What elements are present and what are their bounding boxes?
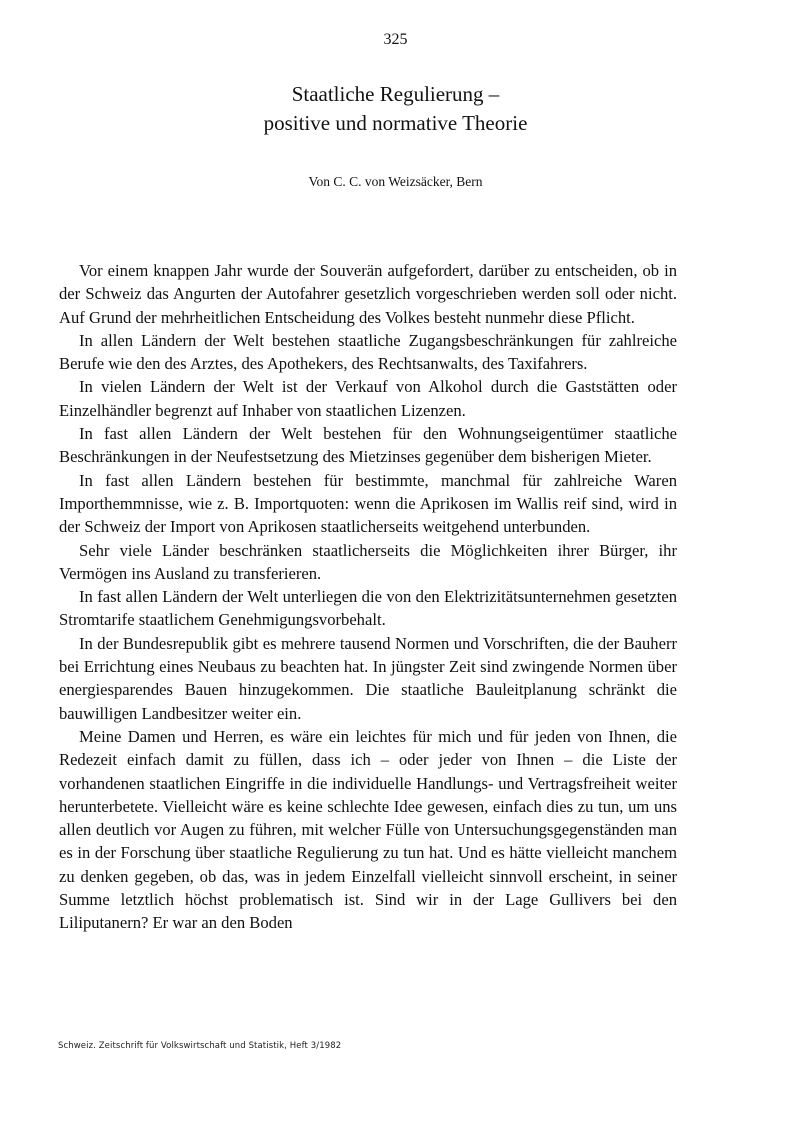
article-title (0, 80, 791, 138)
article-body (59, 259, 677, 935)
paragraph: In fast allen Ländern der Welt unterliegen die von den Elektrizitätsunternehmen gesetzten Stromtarife staatlichem Genehmigungsvorbehalt. (59, 587, 677, 630)
paragraph: Meine Damen und Herren, es wäre ein leichtes für mich und für jeden von Ihnen, die Redezeit einfach damit zu füllen, dass ich – oder jeder von Ihnen – die Liste der vorhandenen staatlichen Eingriffe in die individuelle Handlungs- und Vertragsfreiheit weiter herunterbetete. Vielleicht wäre es keine schlechte Idee gewesen, einfach dies zu tun, um uns allen deutlich vor Augen zu führen, mit welcher Fülle von Untersuchungsgegenständen man es in der Forschung über staatliche Regulierung zu tun hat. Und es hätte vielleicht manchem zu denken gegeben, ob das, was in jedem Einzelfall vielleicht sinnvoll erscheint, in seiner Summe letztlich höchst problematisch ist. Sind wir in der Lage Gullivers bei den Liliputanern? Er war an den Boden (59, 726, 677, 933)
paragraph: Vor einem knappen Jahr wurde der Souverän aufgefordert, darüber zu entscheiden, ob in der Schweiz das Angurten der Autofahrer gesetzlich vorgeschrieben werden soll oder nicht. Auf Grund der mehrheitlichen Entscheidung des Volkes besteht nunmehr diese Pflicht. (59, 261, 677, 327)
paragraph: In der Bundesrepublik gibt es mehrere tausend Normen und Vorschriften, die der Bauherr bei Errichtung eines Neubaus zu beachten hat. In jüngster Zeit sind zwingende Normen über energiesparendes Bauen hinzugekommen. Die staatliche Bauleitplanung schränkt die bauwilligen Landbesitzer weiter ein. (59, 633, 677, 723)
paragraph: In allen Ländern der Welt bestehen staatliche Zugangsbeschränkungen für zahlreiche Berufe wie den des Arztes, des Apothekers, des Rechtsanwalts, des Taxifahrers. (59, 330, 677, 374)
paragraph: In fast allen Ländern der Welt bestehen für den Wohnungseigentümer staatliche Beschränkungen in der Neufestsetzung des Mietzinses gegenüber dem bisherigen Mieter. (59, 424, 677, 467)
page-number: 325 (383, 31, 408, 48)
journal-footer: Schweiz. Zeitschrift für Volkswirtschaft und Statistik, Heft 3/1982 (58, 1041, 342, 1051)
title-line-1: Staatliche Regulierung – (291, 82, 500, 106)
paragraph: Sehr viele Länder beschränken staatlicherseits die Möglichkeiten ihrer Bürger, ihr Vermögen ins Ausland zu transferieren. (59, 540, 677, 583)
paragraph: In fast allen Ländern bestehen für bestimmte, manchmal für zahlreiche Waren Importhemmnisse, wie z. B. Importquoten: wenn die Aprikosen im Wallis reif sind, wird in der Schweiz der Import von Aprikosen staatlicherseits weitgehend unterbunden. (59, 470, 677, 537)
title-line-2: positive und normative Theorie (263, 111, 528, 135)
paragraph: In vielen Ländern der Welt ist der Verkauf von Alkohol durch die Gaststätten oder Einzelhändler begrenzt auf Inhaber von staatlichen Lizenzen. (59, 377, 677, 420)
author-line: Von C. C. von Weizsäcker, Bern (308, 174, 483, 189)
